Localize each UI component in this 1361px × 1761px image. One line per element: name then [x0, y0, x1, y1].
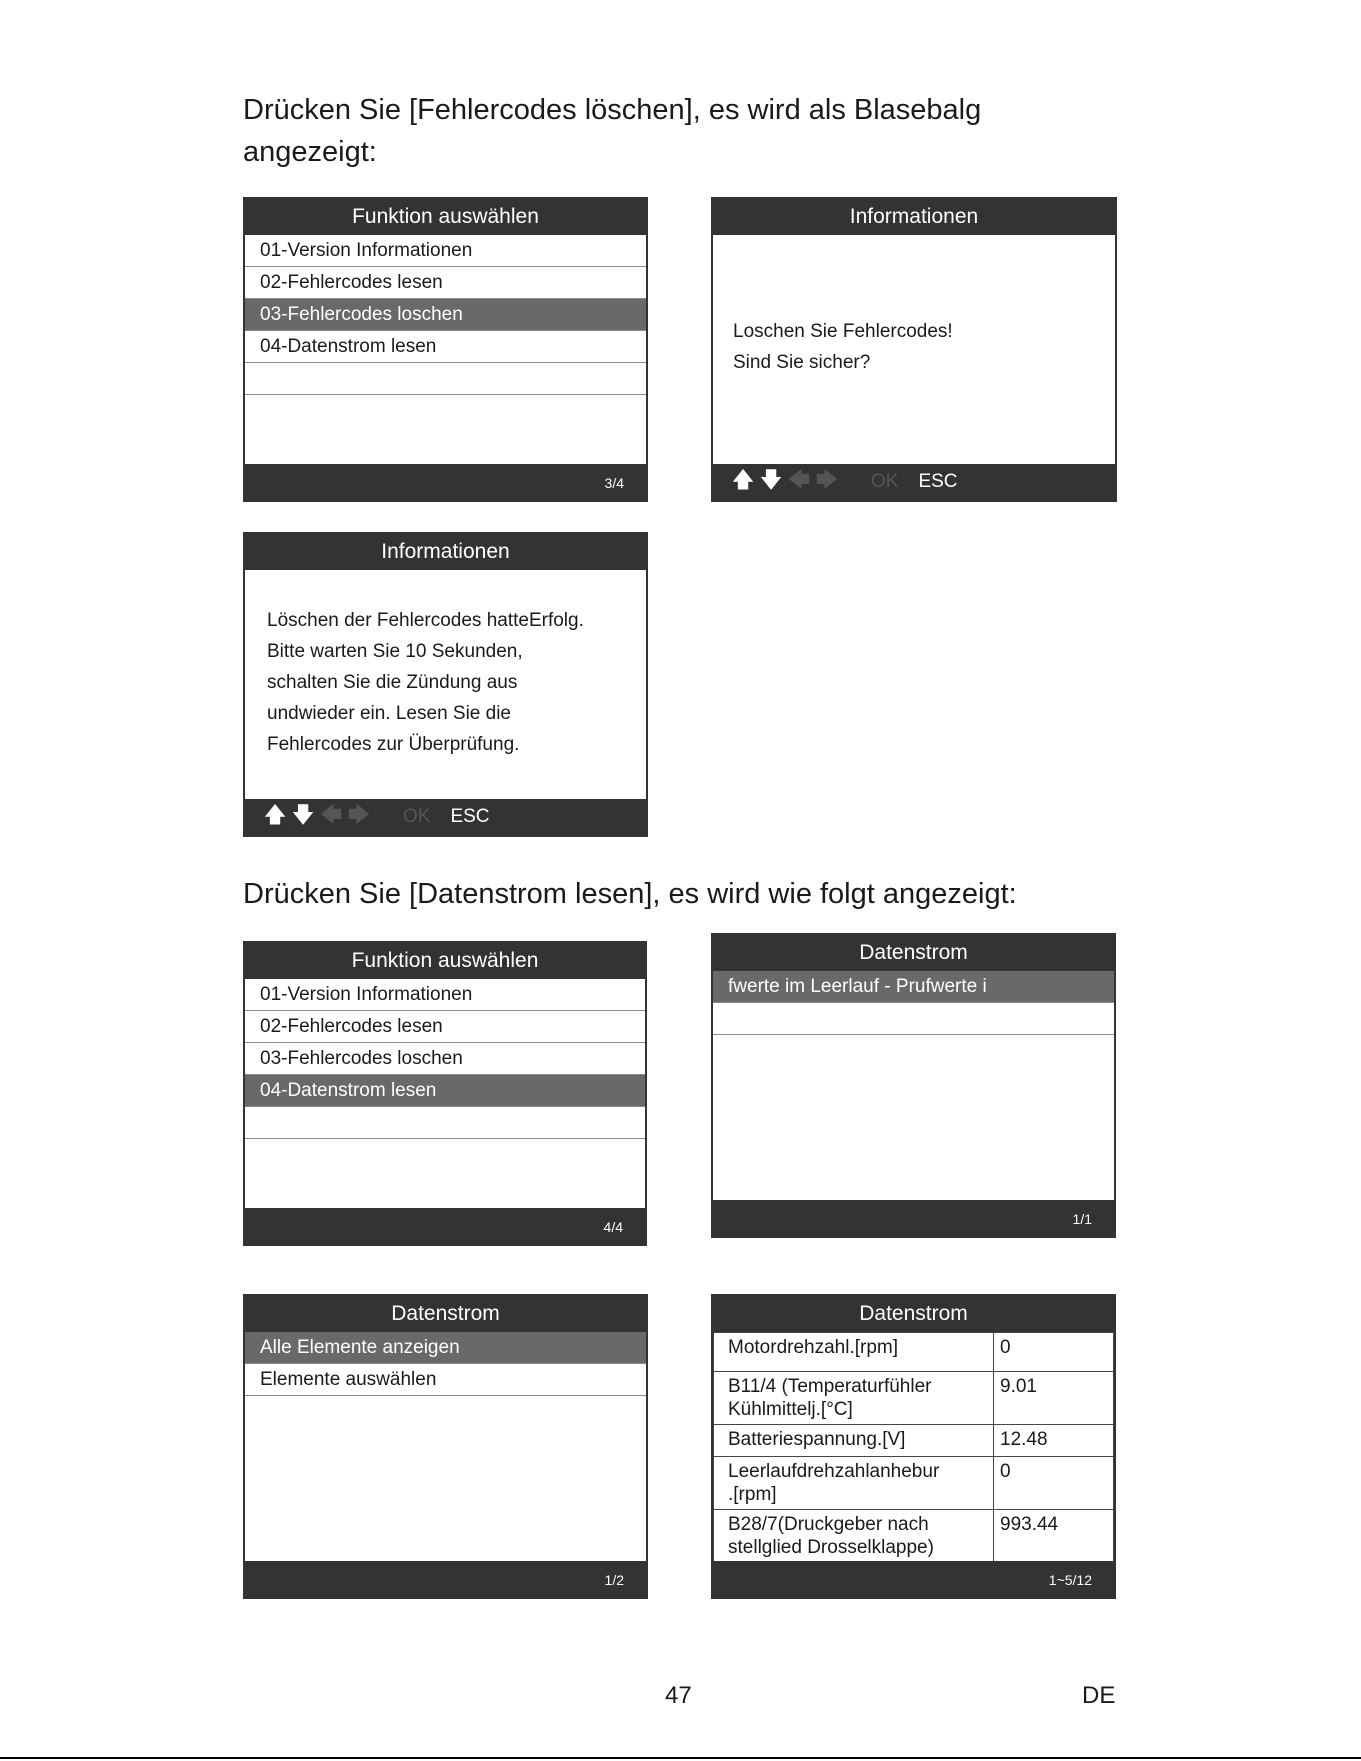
section-heading-datastream: Drücken Sie [Datenstrom lesen], es wird wie folgt angezeigt: — [243, 878, 1017, 910]
parameter-name: Leerlaufdrehzahlanhebur .[rpm] — [714, 1457, 994, 1510]
screen-title: Datenstrom — [859, 1302, 968, 1325]
screen-function-select-clear — [243, 197, 648, 502]
screen-footer — [713, 464, 1115, 500]
arrow-down-icon[interactable]: 🡇 — [291, 802, 315, 827]
nav-bar — [729, 464, 958, 500]
page-indicator: 1/2 — [604, 1572, 624, 1588]
screen-footer — [713, 1200, 1114, 1236]
values-table-area — [713, 1332, 1114, 1561]
screen-datastream-groups — [711, 933, 1116, 1238]
menu-item-empty — [245, 1107, 645, 1139]
table-row[interactable] — [714, 1457, 1114, 1510]
message-line: Loschen Sie Fehlercodes! — [733, 321, 953, 342]
confirm-message — [733, 316, 1105, 378]
screen-footer — [245, 1208, 645, 1244]
menu-list — [245, 235, 646, 464]
page-indicator: 3/4 — [604, 475, 624, 491]
menu-item-clear-codes[interactable]: 03-Fehlercodes loschen — [245, 299, 646, 331]
message-line: Fehlercodes zur Überprüfung. — [267, 734, 520, 755]
parameter-value: 9.01 — [994, 1372, 1114, 1425]
nav-bar — [261, 799, 490, 835]
esc-button[interactable]: ESC — [918, 471, 958, 492]
values-table — [713, 1332, 1114, 1561]
heading-line-1: Drücken Sie [Fehlercodes löschen], es wird als Blasebalg — [243, 94, 982, 126]
parameter-name: B28/7(Druckgeber nach stellglied Drosselklappe) — [714, 1510, 994, 1562]
menu-list — [713, 971, 1114, 1200]
screen-datastream-options — [243, 1294, 648, 1599]
arrow-right-icon: 🡆 — [815, 467, 839, 492]
message-line: Löschen der Fehlercodes hatteErfolg. — [267, 610, 584, 631]
table-row[interactable] — [714, 1510, 1114, 1562]
screen-clear-success — [243, 532, 648, 837]
menu-item-read-datastream[interactable]: 04-Datenstrom lesen — [245, 331, 646, 363]
arrow-up-icon[interactable]: 🡅 — [263, 802, 287, 827]
menu-item-datastream-group[interactable]: fwerte im Leerlauf - Prufwerte i — [713, 971, 1114, 1003]
screen-footer — [245, 799, 646, 835]
page-indicator: 1~5/12 — [1048, 1572, 1092, 1588]
ok-button[interactable]: OK — [871, 471, 899, 492]
arrow-right-icon: 🡆 — [347, 802, 371, 827]
menu-item-empty — [245, 363, 646, 395]
arrow-down-icon[interactable]: 🡇 — [759, 467, 783, 492]
menu-item-select-elements[interactable]: Elemente auswählen — [245, 1364, 646, 1396]
screen-title: Funktion auswählen — [351, 949, 539, 972]
bottom-rule — [0, 1757, 1361, 1759]
menu-item-read-datastream[interactable]: 04-Datenstrom lesen — [245, 1075, 645, 1107]
table-row[interactable] — [714, 1372, 1114, 1425]
menu-item-empty — [713, 1003, 1114, 1035]
esc-button[interactable]: ESC — [450, 806, 490, 827]
menu-item-read-codes[interactable]: 02-Fehlercodes lesen — [245, 1011, 645, 1043]
table-row[interactable] — [714, 1425, 1114, 1457]
parameter-name: B11/4 (Temperaturfühler Kühlmittelj.[°C] — [714, 1372, 994, 1425]
ok-button[interactable]: OK — [403, 806, 431, 827]
message-area — [245, 570, 646, 799]
language-code: DE — [1082, 1682, 1116, 1709]
parameter-value: 12.48 — [994, 1425, 1114, 1457]
arrow-left-icon: 🡄 — [787, 467, 811, 492]
screen-title: Informationen — [849, 205, 979, 228]
message-line: Sind Sie sicher? — [733, 352, 871, 373]
message-area — [713, 235, 1115, 464]
heading-line-2: angezeigt: — [243, 136, 377, 168]
parameter-name: Motordrehzahl.[rpm] — [714, 1333, 994, 1372]
menu-item-read-codes[interactable]: 02-Fehlercodes lesen — [245, 267, 646, 299]
arrow-left-icon: 🡄 — [319, 802, 343, 827]
page-indicator: 4/4 — [603, 1219, 623, 1235]
screen-footer — [713, 1561, 1114, 1597]
screen-title: Datenstrom — [391, 1302, 500, 1325]
menu-list — [245, 1332, 646, 1561]
screen-footer — [245, 1561, 646, 1597]
table-row[interactable] — [714, 1333, 1114, 1372]
menu-item-clear-codes[interactable]: 03-Fehlercodes loschen — [245, 1043, 645, 1075]
section-heading-clear-codes — [243, 89, 981, 173]
arrow-up-icon[interactable]: 🡅 — [731, 467, 755, 492]
screen-function-select-datastream — [243, 941, 647, 1246]
screen-datastream-values — [711, 1294, 1116, 1599]
menu-list — [245, 979, 645, 1208]
parameter-name: Batteriespannung.[V] — [714, 1425, 994, 1457]
message-line: schalten Sie die Zündung aus — [267, 672, 518, 693]
screen-title: Datenstrom — [859, 941, 968, 964]
screen-footer — [245, 464, 646, 500]
menu-item-version-info[interactable]: 01-Version Informationen — [245, 235, 646, 267]
message-line: Bitte warten Sie 10 Sekunden, — [267, 641, 523, 662]
success-message — [267, 605, 636, 760]
message-line: undwieder ein. Lesen Sie die — [267, 703, 512, 724]
parameter-value: 0 — [994, 1333, 1114, 1372]
menu-item-version-info[interactable]: 01-Version Informationen — [245, 979, 645, 1011]
page-number: 47 — [665, 1682, 692, 1709]
screen-confirm-clear — [711, 197, 1117, 502]
screen-title: Informationen — [381, 540, 510, 563]
screen-title: Funktion auswählen — [352, 205, 539, 228]
menu-item-show-all[interactable]: Alle Elemente anzeigen — [245, 1332, 646, 1364]
parameter-value: 0 — [994, 1457, 1114, 1510]
parameter-value: 993.44 — [994, 1510, 1114, 1562]
page-indicator: 1/1 — [1072, 1211, 1092, 1227]
